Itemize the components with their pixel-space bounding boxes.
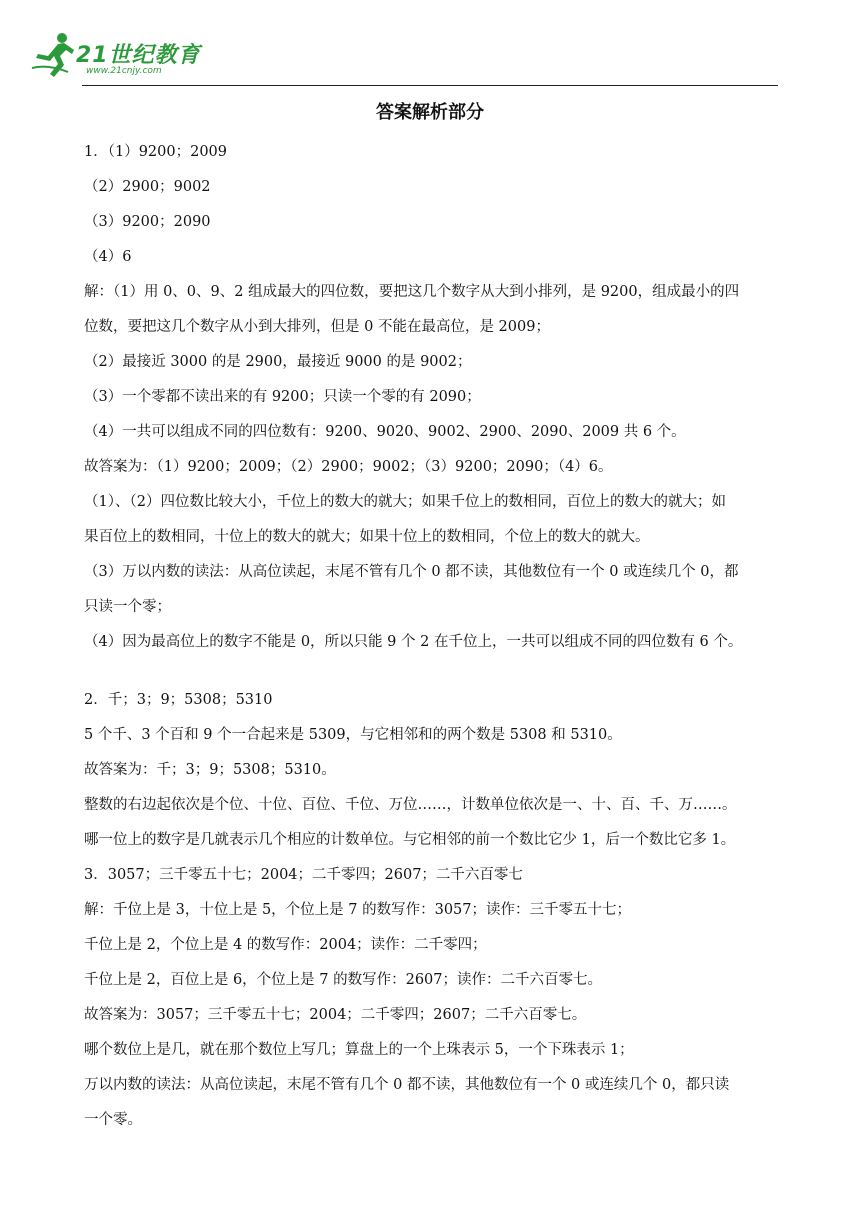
text-line: （3）万以内数的读法：从高位读起，末尾不管有几个 0 都不读，其他数位有一个 0 或连续几个 0，都 [84,564,739,580]
text-line: 故答案为：3057；三千零五十七；2004；二千零四；2607；二千六百零七。 [84,1007,587,1023]
text-line: 1．（1）9200；2009 [84,144,228,160]
text-line: （4）因为最高位上的数字不能是 0，所以只能 9 个 2 在千位上，一共可以组成不同的四位数有 6 个。 [84,634,743,650]
text-line: （2）最接近 3000 的是 2900，最接近 9000 的是 9002； [84,354,472,370]
page-header [28,28,788,88]
question-3-answer [84,858,784,1138]
text-line: 整数的右边起依次是个位、十位、百位、千位、万位……，计数单位依次是一、十、百、千、万……。 [84,797,737,813]
text-line: 解：千位上是 3，十位上是 5，个位上是 7 的数写作：3057；读作：三千零五十七； [84,902,632,918]
text-line: （1）、（2）四位数比较大小，千位上的数大的就大；如果千位上的数相同，百位上的数大的就大；如 [84,494,726,510]
runner-logo-icon [28,28,76,80]
text-line: 哪个数位上是几，就在那个数位上写几；算盘上的一个上珠表示 5，一个下珠表示 1； [84,1042,634,1058]
text-line: 位数，要把这几个数字从小到大排列，但是 0 不能在最高位，是 2009； [84,319,550,335]
text-line: （2）2900；9002 [84,179,211,195]
logo-text: 21世纪教育 [76,43,201,68]
text-line: 故答案为：（1）9200；2009；（2）2900；9002；（3）9200；2090；（4）6。 [84,459,613,475]
text-line: （4）6 [84,249,132,265]
text-line: 2．千；3；9；5308；5310 [84,692,273,708]
text-line: 哪一位上的数字是几就表示几个相应的计数单位。与它相邻的前一个数比它少 1，后一个数比它多 1。 [84,832,736,848]
logo [28,28,201,82]
question-1-answer [84,135,784,660]
text-line: 万以内数的读法：从高位读起，末尾不管有几个 0 都不读，其他数位有一个 0 或连续几个 0，都只读 [84,1077,730,1093]
text-line: 千位上是 2，百位上是 6，个位上是 7 的数写作：2607；读作：二千六百零七。 [84,972,603,988]
section-gap [84,660,784,683]
text-line: 一个零。 [84,1112,142,1128]
page-title: 答案解析部分 [376,102,484,123]
answer-content [84,135,784,1138]
logo-url: www.21cnjy.com [86,66,162,76]
header-rule [82,85,778,86]
text-line: 果百位上的数相同，十位上的数大的就大；如果十位上的数相同，个位上的数大的就大。 [84,529,650,545]
text-line: （4）一共可以组成不同的四位数有：9200、9020、9002、2900、2090、2009 共 6 个。 [84,424,686,440]
text-line: 3．3057；三千零五十七；2004；二千零四；2607；二千六百零七 [84,867,523,883]
text-line: 5 个千、3 个百和 9 个一合起来是 5309，与它相邻和的两个数是 5308 和 5310。 [84,727,622,743]
question-2-answer [84,683,784,858]
text-line: 解：（1）用 0、0、9、2 组成最大的四位数，要把这几个数字从大到小排列，是 9200，组成最小的四 [84,284,740,300]
text-line: 只读一个零； [84,599,171,615]
text-line: 千位上是 2，个位上是 4 的数写作：2004；读作：二千零四； [84,937,487,953]
text-line: 故答案为：千；3；9；5308；5310。 [84,762,336,778]
text-line: （3）9200；2090 [84,214,211,230]
text-line: （3）一个零都不读出来的有 9200；只读一个零的有 2090； [84,389,481,405]
